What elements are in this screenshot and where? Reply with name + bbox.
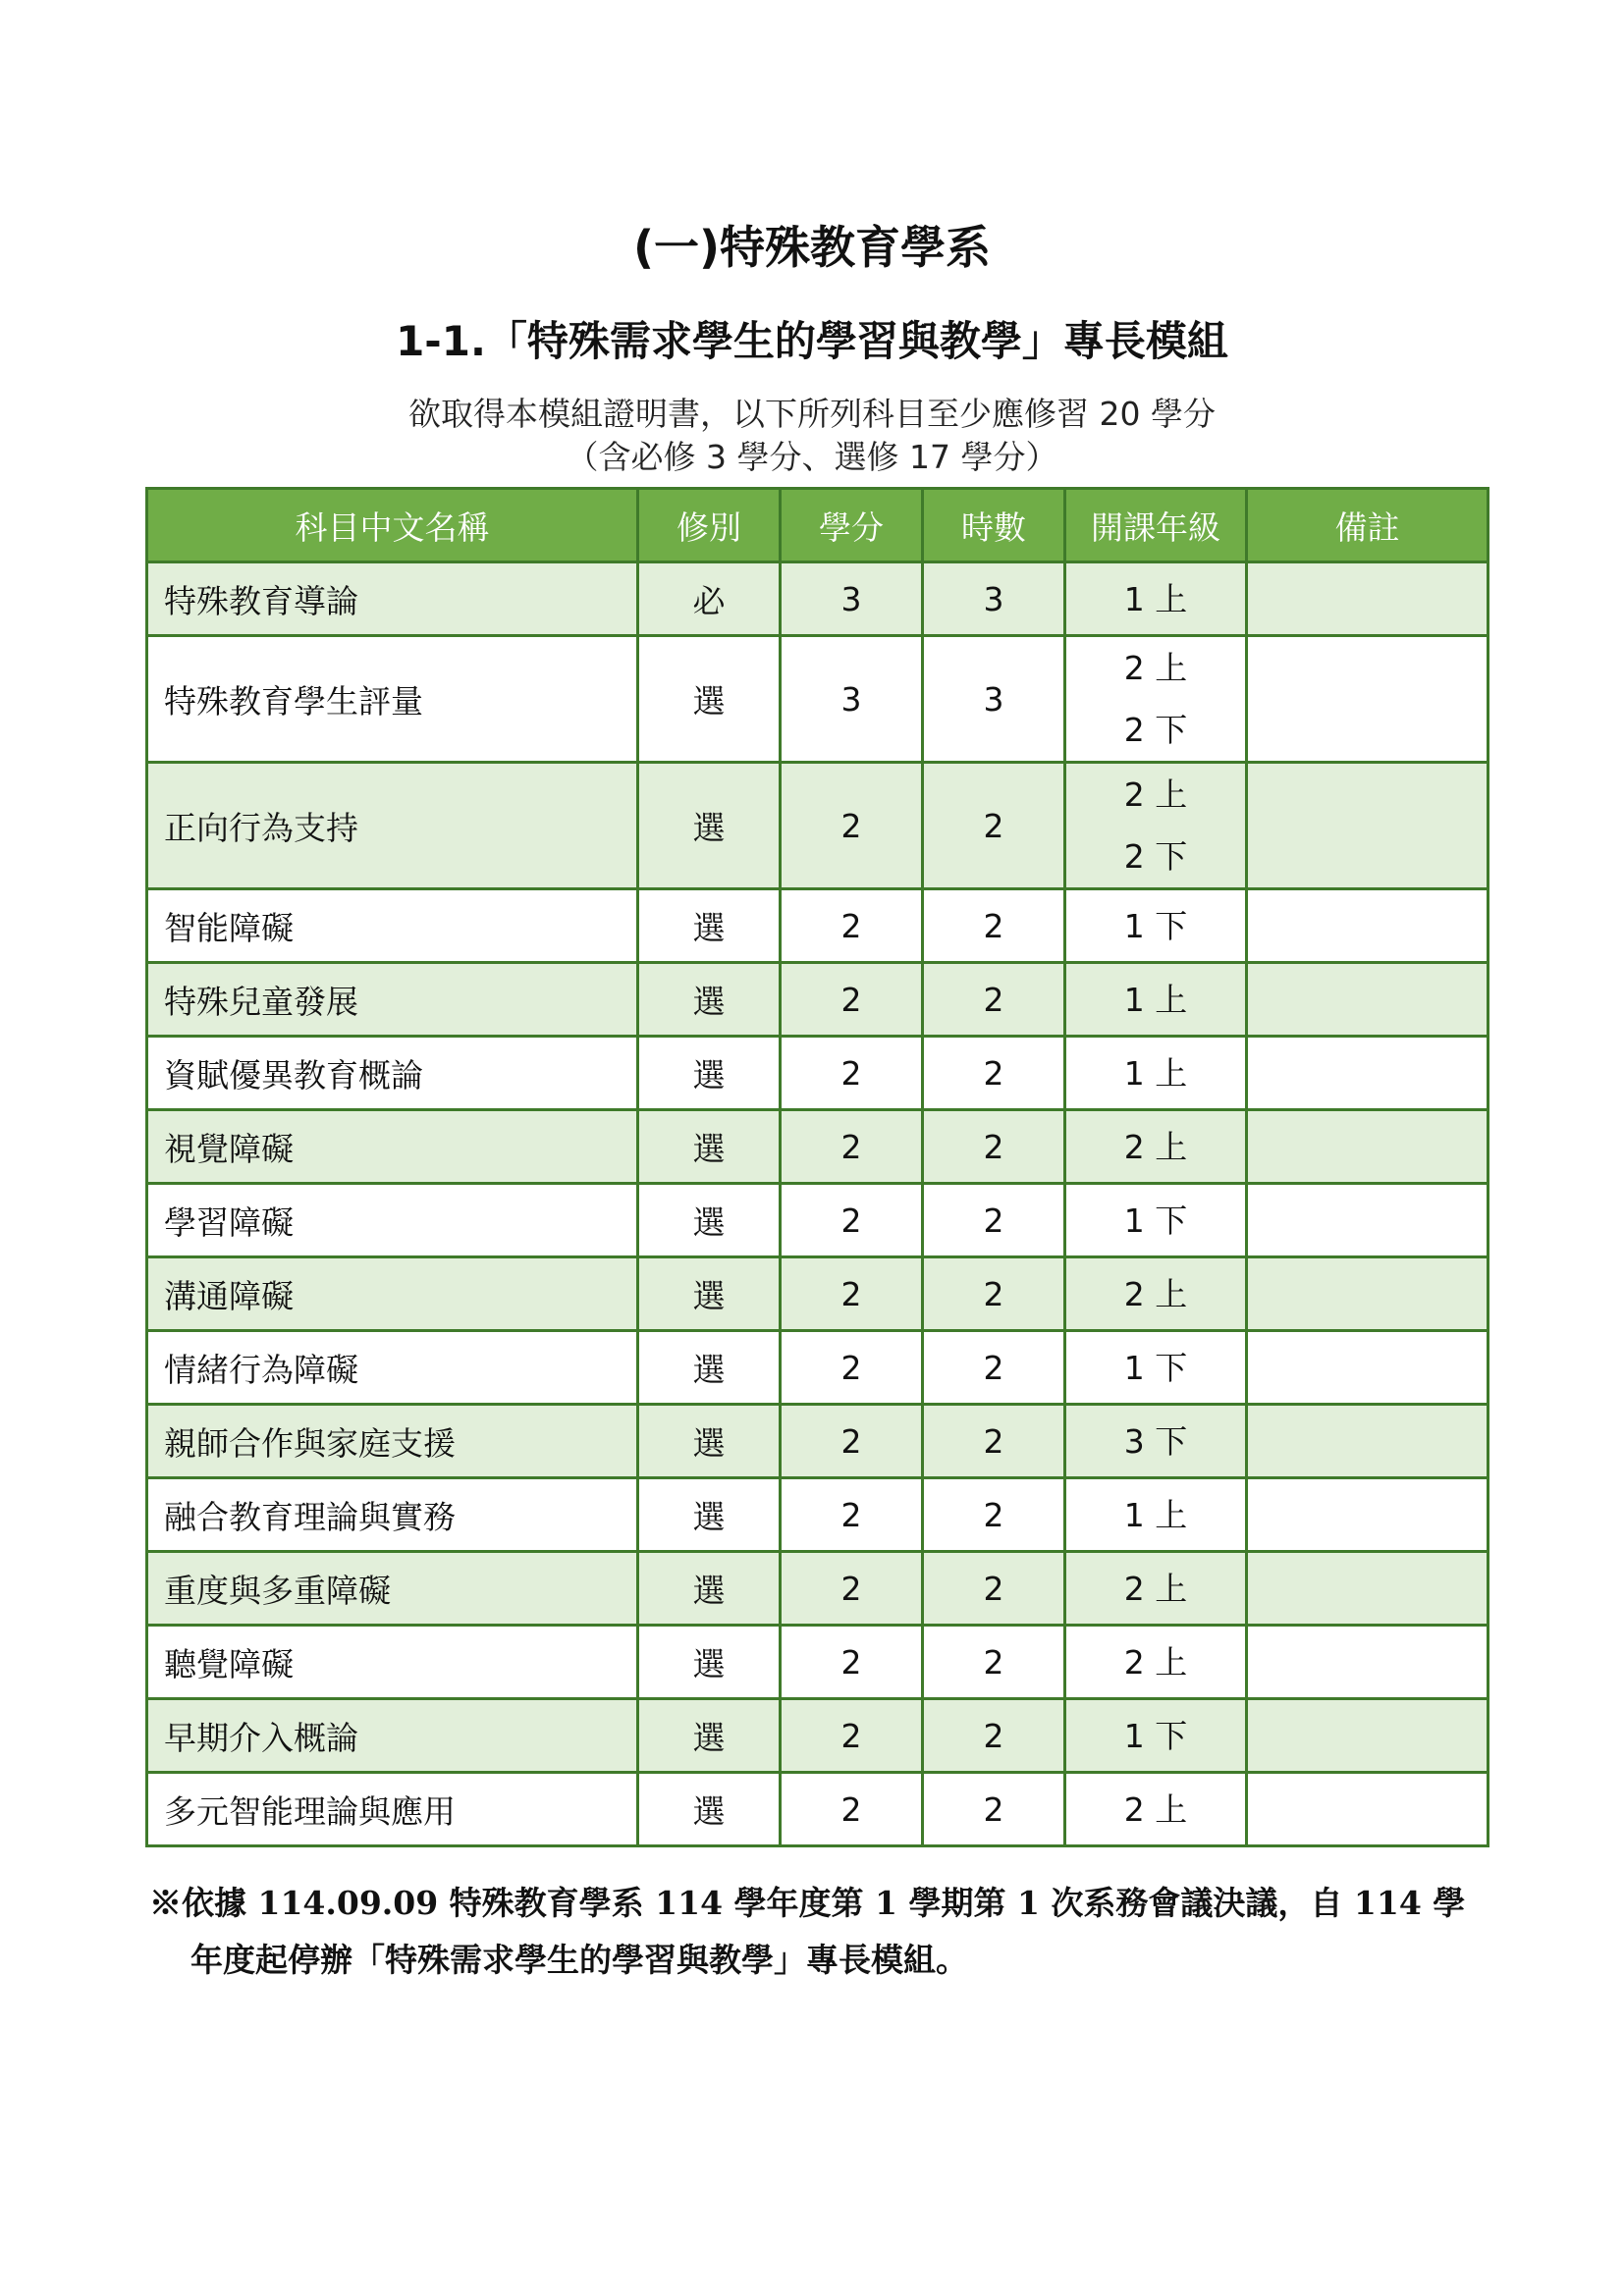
grade-value: 1 下 <box>1123 1716 1188 1755</box>
table-row <box>147 1773 1489 1846</box>
credits-cell: 2 <box>781 1257 923 1331</box>
footnote: ※依據 114.09.09 特殊教育學系 114 學年度第 1 學期第 1 次系務會議決議，自 114 學年度起停辦「特殊需求學生的學習與教學」專長模組。 <box>149 1884 1466 1979</box>
hours-cell: 2 <box>923 1110 1065 1184</box>
hours-cell: 2 <box>923 1773 1065 1846</box>
table-row <box>147 1110 1489 1184</box>
course-type-cell: 選 <box>638 963 781 1037</box>
header-grade: 開課年級 <box>1065 489 1247 562</box>
hours-cell: 2 <box>923 1699 1065 1773</box>
course-name-cell: 學習障礙 <box>147 1184 638 1257</box>
table-header-row <box>147 489 1489 562</box>
grade-value: 1 下 <box>1123 1201 1188 1240</box>
course-name-cell: 智能障礙 <box>147 889 638 963</box>
course-type-cell: 選 <box>638 1773 781 1846</box>
grade-value: 2 上 <box>1123 649 1188 687</box>
table-row <box>147 963 1489 1037</box>
grade-cell <box>1065 1699 1247 1773</box>
credits-cell: 2 <box>781 1699 923 1773</box>
course-name-cell: 正向行為支持 <box>147 763 638 889</box>
note-cell <box>1247 636 1489 763</box>
course-name-cell: 融合教育理論與實務 <box>147 1478 638 1552</box>
table-row <box>147 1184 1489 1257</box>
requirement-line-2: （含必修 3 學分、選修 17 學分） <box>566 438 1058 476</box>
grade-cell <box>1065 889 1247 963</box>
course-name-cell: 情緒行為障礙 <box>147 1331 638 1405</box>
credits-cell: 2 <box>781 889 923 963</box>
course-type-cell: 選 <box>638 1405 781 1478</box>
course-type-cell: 選 <box>638 1110 781 1184</box>
credits-cell: 2 <box>781 1405 923 1478</box>
grade-cell <box>1065 1552 1247 1626</box>
course-type-cell: 選 <box>638 889 781 963</box>
note-cell <box>1247 1552 1489 1626</box>
note-cell <box>1247 1037 1489 1110</box>
table-row <box>147 1257 1489 1331</box>
page-title: (一)特殊教育學系 <box>632 221 992 274</box>
table-row <box>147 1699 1489 1773</box>
note-cell <box>1247 1257 1489 1331</box>
hours-cell: 2 <box>923 1184 1065 1257</box>
table-row <box>147 889 1489 963</box>
course-name-cell: 視覺障礙 <box>147 1110 638 1184</box>
grade-value: 2 上 <box>1123 1569 1188 1608</box>
credits-cell: 2 <box>781 1552 923 1626</box>
table-row <box>147 1552 1489 1626</box>
course-table-body <box>147 562 1489 1846</box>
grade-cell <box>1065 1331 1247 1405</box>
grade-value: 1 上 <box>1123 1495 1188 1534</box>
hours-cell: 2 <box>923 763 1065 889</box>
grade-value: 2 上 <box>1123 775 1188 814</box>
note-cell <box>1247 1478 1489 1552</box>
course-type-cell: 必 <box>638 562 781 636</box>
credits-cell: 2 <box>781 1478 923 1552</box>
header-credits: 學分 <box>781 489 923 562</box>
grade-value: 1 下 <box>1123 1348 1188 1387</box>
hours-cell: 2 <box>923 1037 1065 1110</box>
table-row <box>147 1331 1489 1405</box>
grade-value: 1 上 <box>1123 980 1188 1019</box>
note-cell <box>1247 562 1489 636</box>
header-note: 備註 <box>1247 489 1489 562</box>
hours-cell: 2 <box>923 1552 1065 1626</box>
hours-cell: 2 <box>923 1478 1065 1552</box>
grade-cell <box>1065 1184 1247 1257</box>
course-type-cell: 選 <box>638 1478 781 1552</box>
course-type-cell: 選 <box>638 1331 781 1405</box>
course-type-cell: 選 <box>638 1699 781 1773</box>
course-name-cell: 特殊教育導論 <box>147 562 638 636</box>
header-course-type: 修別 <box>638 489 781 562</box>
course-name-cell: 溝通障礙 <box>147 1257 638 1331</box>
course-name-cell: 多元智能理論與應用 <box>147 1773 638 1846</box>
grade-value: 2 上 <box>1123 1642 1188 1682</box>
grade-value: 2 下 <box>1123 711 1188 749</box>
grade-cell <box>1065 963 1247 1037</box>
note-cell <box>1247 1110 1489 1184</box>
header-course-name: 科目中文名稱 <box>147 489 638 562</box>
course-type-cell: 選 <box>638 1626 781 1699</box>
credits-cell: 3 <box>781 636 923 763</box>
note-cell <box>1247 1773 1489 1846</box>
grade-cell <box>1065 1257 1247 1331</box>
grade-cell <box>1065 1110 1247 1184</box>
grade-value: 2 上 <box>1123 1274 1188 1313</box>
credits-cell: 2 <box>781 1773 923 1846</box>
table-row <box>147 1626 1489 1699</box>
credits-cell: 2 <box>781 763 923 889</box>
hours-cell: 2 <box>923 1626 1065 1699</box>
course-type-cell: 選 <box>638 763 781 889</box>
requirement-line-1: 欲取得本模組證明書，以下所列科目至少應修習 20 學分 <box>408 395 1216 433</box>
credits-cell: 3 <box>781 562 923 636</box>
course-name-cell: 早期介入概論 <box>147 1699 638 1773</box>
credits-cell: 2 <box>781 1037 923 1110</box>
note-cell <box>1247 1331 1489 1405</box>
grade-cell <box>1065 1405 1247 1478</box>
grade-value: 1 上 <box>1123 1053 1188 1093</box>
grade-value: 1 上 <box>1123 579 1188 618</box>
table-row <box>147 1478 1489 1552</box>
table-row <box>147 763 1489 889</box>
course-name-cell: 重度與多重障礙 <box>147 1552 638 1626</box>
note-cell <box>1247 1699 1489 1773</box>
course-name-cell: 聽覺障礙 <box>147 1626 638 1699</box>
credits-cell: 2 <box>781 1184 923 1257</box>
course-name-cell: 特殊兒童發展 <box>147 963 638 1037</box>
grade-cell <box>1065 562 1247 636</box>
course-table <box>145 487 1489 1847</box>
grade-value: 2 上 <box>1123 1127 1188 1166</box>
note-cell <box>1247 763 1489 889</box>
hours-cell: 2 <box>923 1405 1065 1478</box>
credits-cell: 2 <box>781 963 923 1037</box>
course-type-cell: 選 <box>638 636 781 763</box>
grade-value: 2 上 <box>1123 1789 1188 1829</box>
table-row <box>147 562 1489 636</box>
grade-cell <box>1065 1626 1247 1699</box>
grade-value: 1 下 <box>1123 906 1188 945</box>
hours-cell: 2 <box>923 1331 1065 1405</box>
header-hours: 時數 <box>923 489 1065 562</box>
course-name-cell: 親師合作與家庭支援 <box>147 1405 638 1478</box>
course-type-cell: 選 <box>638 1257 781 1331</box>
credits-cell: 2 <box>781 1626 923 1699</box>
note-cell <box>1247 1184 1489 1257</box>
grade-value: 2 下 <box>1123 837 1188 876</box>
table-row <box>147 1405 1489 1478</box>
grade-cell <box>1065 636 1247 763</box>
course-name-cell: 特殊教育學生評量 <box>147 636 638 763</box>
grade-value: 3 下 <box>1123 1421 1188 1461</box>
course-type-cell: 選 <box>638 1552 781 1626</box>
hours-cell: 2 <box>923 1257 1065 1331</box>
hours-cell: 3 <box>923 636 1065 763</box>
course-type-cell: 選 <box>638 1037 781 1110</box>
note-cell <box>1247 1405 1489 1478</box>
grade-cell <box>1065 1773 1247 1846</box>
module-title: 1-1.「特殊需求學生的學習與教學」專長模組 <box>396 317 1228 365</box>
note-cell <box>1247 889 1489 963</box>
note-cell <box>1247 1626 1489 1699</box>
requirement-text <box>0 393 1624 479</box>
hours-cell: 3 <box>923 562 1065 636</box>
course-name-cell: 資賦優異教育概論 <box>147 1037 638 1110</box>
table-row <box>147 636 1489 763</box>
grade-cell <box>1065 763 1247 889</box>
credits-cell: 2 <box>781 1110 923 1184</box>
grade-cell <box>1065 1037 1247 1110</box>
table-row <box>147 1037 1489 1110</box>
hours-cell: 2 <box>923 889 1065 963</box>
course-type-cell: 選 <box>638 1184 781 1257</box>
credits-cell: 2 <box>781 1331 923 1405</box>
note-cell <box>1247 963 1489 1037</box>
hours-cell: 2 <box>923 963 1065 1037</box>
grade-cell <box>1065 1478 1247 1552</box>
